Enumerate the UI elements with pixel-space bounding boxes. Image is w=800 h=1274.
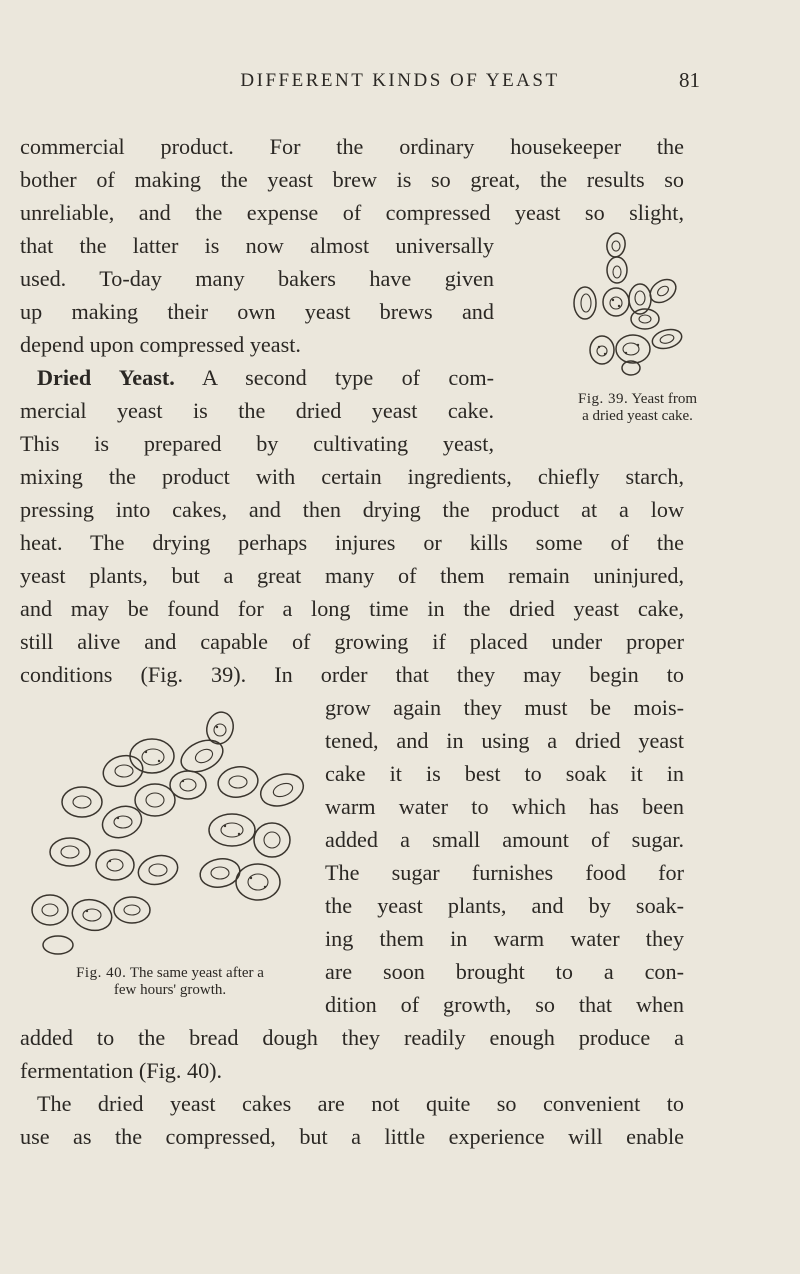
- yeast-cell-icon: [100, 751, 146, 790]
- body-line: heat. The drying perhaps injures or kills some of the: [20, 530, 684, 555]
- section-paragraph-start: [20, 363, 494, 393]
- fig39-illustration: [505, 218, 690, 376]
- yeast-cell-icon: [590, 336, 614, 364]
- yeast-cell-icon: [170, 771, 206, 799]
- body-line: and may be found for a long time in the dried yeast cake,: [20, 596, 684, 621]
- yeast-cell-icon: [607, 257, 627, 283]
- body-line: mercial yeast is the dried yeast cake.: [20, 398, 494, 423]
- running-title: DIFFERENT KINDS OF YEAST: [240, 70, 560, 91]
- body-line: The dried yeast cakes are not quite so convenient to: [37, 1091, 684, 1116]
- yeast-cell-icon: [96, 850, 134, 880]
- body-line: fermentation (Fig. 40).: [20, 1058, 223, 1083]
- body-line: conditions (Fig. 39). In order that they may begin to: [20, 662, 684, 687]
- body-line: the yeast plants, and by soak-: [325, 893, 684, 918]
- body-line: warm water to which has been: [325, 794, 684, 819]
- yeast-cell-icon: [135, 784, 175, 816]
- yeast-cell-icon: [254, 823, 290, 857]
- yeast-cell-icon: [236, 864, 280, 900]
- yeast-cell-icon: [43, 936, 73, 954]
- body-line: use as the compressed, but a little experience will enable: [20, 1124, 684, 1149]
- fig39-caption-line2: a dried yeast cake.: [582, 408, 693, 424]
- body-line: yeast plants, but a great many of them remain uninjured,: [20, 563, 684, 588]
- fig40-label: Fig. 40.: [76, 965, 127, 981]
- fig39-caption: [575, 391, 700, 425]
- yeast-cell-icon: [650, 326, 684, 351]
- running-header: [0, 66, 800, 100]
- body-line: ing them in warm water they: [325, 926, 684, 951]
- body-line: dition of growth, so that when: [325, 992, 684, 1017]
- yeast-cell-icon: [69, 895, 115, 934]
- yeast-cell-icon: [605, 232, 627, 259]
- yeast-cell-icon: [616, 335, 650, 363]
- section-heading: Dried Yeast.: [37, 365, 175, 390]
- body-line: bother of making the yeast brew is so great, the results so: [20, 167, 684, 192]
- yeast-cell-icon: [216, 764, 261, 800]
- yeast-cell-icon: [209, 814, 255, 846]
- body-line: pressing into cakes, and then drying the product at a low: [20, 497, 684, 522]
- yeast-cell-icon: [130, 739, 174, 773]
- body-line: commercial product. For the ordinary housekeeper the: [20, 134, 684, 159]
- body-line: still alive and capable of growing if placed under proper: [20, 629, 684, 654]
- body-line: added a small amount of sugar.: [325, 827, 684, 852]
- fig40-caption: [20, 965, 320, 999]
- page-number: 81: [679, 68, 700, 92]
- body-line: mixing the product with certain ingredients, chiefly starch,: [20, 464, 684, 489]
- fig40-caption-line2: few hours' growth.: [113, 982, 227, 998]
- yeast-cell-icon: [135, 851, 181, 888]
- yeast-cell-icon: [198, 856, 242, 891]
- yeast-cell-icon: [574, 287, 596, 319]
- body-line-fragment: A second type of com-: [201, 365, 494, 390]
- fig40-caption-line1: The same yeast after a: [129, 965, 264, 981]
- body-line: unreliable, and the expense of compressed yeast so slight,: [20, 200, 684, 225]
- yeast-cell-icon: [256, 768, 308, 811]
- yeast-cell-icon: [32, 895, 68, 925]
- yeast-cell-icon: [50, 838, 90, 866]
- yeast-cell-icon: [603, 288, 629, 316]
- yeast-cell-icon: [62, 787, 102, 817]
- body-line: This is prepared by cultivating yeast,: [20, 431, 494, 456]
- body-line: depend upon compressed yeast.: [20, 332, 301, 357]
- fig40-illustration: [20, 690, 320, 955]
- yeast-cell-icon: [98, 801, 146, 843]
- body-line: that the latter is now almost universally: [20, 233, 494, 258]
- body-line: used. To-day many bakers have given: [20, 266, 494, 291]
- body-line: cake it is best to soak it in: [325, 761, 684, 786]
- body-line: grow again they must be mois-: [325, 695, 684, 720]
- body-line: The sugar furnishes food for: [325, 860, 684, 885]
- fig39-caption-line1: Yeast from: [631, 391, 698, 407]
- body-line: tened, and in using a dried yeast: [325, 728, 684, 753]
- body-line: are soon brought to a con-: [325, 959, 684, 984]
- fig39-label: Fig. 39.: [577, 391, 629, 407]
- body-line: added to the bread dough they readily enough produce a: [20, 1025, 684, 1050]
- yeast-cell-icon: [114, 897, 150, 923]
- yeast-cell-icon: [203, 709, 236, 747]
- body-line: up making their own yeast brews and: [20, 299, 494, 324]
